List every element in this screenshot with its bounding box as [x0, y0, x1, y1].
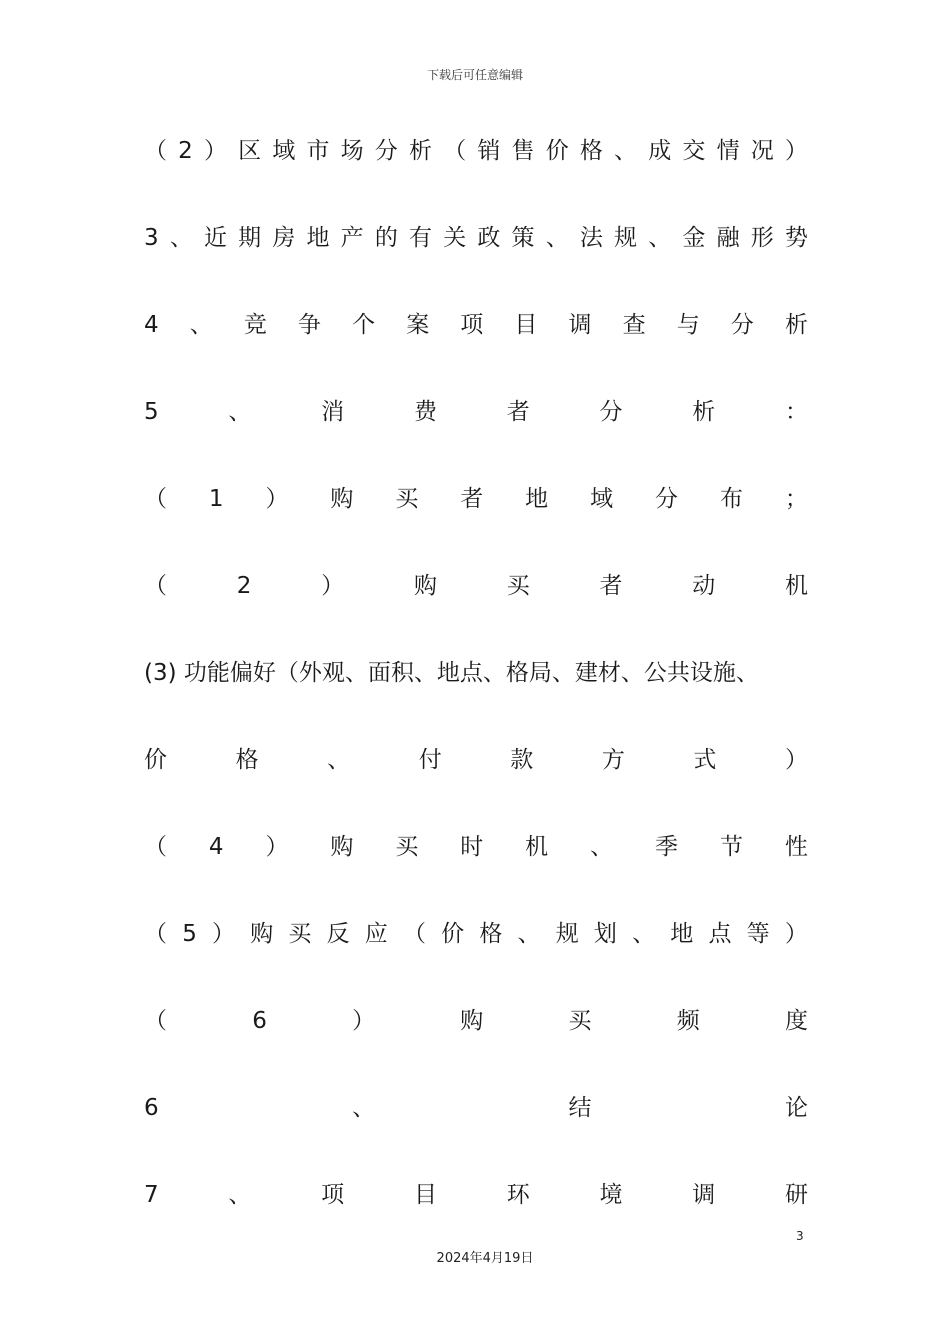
line-text: 分	[655, 486, 679, 512]
line-text: 等	[746, 921, 770, 947]
document-line	[144, 309, 808, 341]
line-text: ）	[212, 921, 236, 947]
page-footer-date: 2024年4月19日	[436, 1251, 534, 1266]
line-text: ）	[784, 138, 808, 164]
line-text: 点	[708, 921, 732, 947]
line-text: 售	[511, 138, 535, 164]
line-text: 4	[144, 312, 159, 338]
line-text: 项	[460, 312, 484, 338]
line-text: 分	[374, 138, 398, 164]
line-text: 价	[441, 921, 465, 947]
line-text: ）	[203, 138, 227, 164]
line-text: 况	[750, 138, 774, 164]
line-text: 5	[182, 921, 197, 947]
line-text: 域	[590, 486, 614, 512]
line-text: 竞	[243, 312, 267, 338]
line-text: 、	[169, 225, 193, 251]
line-text: （	[144, 921, 167, 947]
line-text: 4	[208, 834, 224, 860]
line-text: 购	[250, 921, 274, 947]
line-text: 目	[514, 312, 538, 338]
line-text: ）	[784, 921, 808, 947]
line-text: 销	[477, 138, 501, 164]
line-text: 方	[601, 747, 625, 773]
line-text: 研	[785, 1182, 808, 1208]
line-text: 格	[235, 747, 259, 773]
document-line	[144, 831, 808, 863]
document-line	[144, 1005, 808, 1037]
line-text: 查	[622, 312, 646, 338]
line-text: 反	[326, 921, 350, 947]
line-text: 时	[460, 834, 484, 860]
line-text: 价	[545, 138, 569, 164]
line-text: 性	[784, 834, 808, 860]
page-header: 下载后可任意编辑	[426, 68, 523, 82]
line-text: 与	[676, 312, 700, 338]
line-text: 买	[506, 573, 530, 599]
line-text: 地	[306, 225, 330, 251]
document-line	[144, 222, 808, 254]
line-text: 调	[692, 1182, 716, 1208]
line-text: 、	[545, 225, 569, 251]
line-text: 购	[460, 1008, 484, 1034]
line-text: 、	[189, 312, 213, 338]
line-text: 3	[144, 225, 159, 251]
document-line	[144, 744, 808, 776]
document-line	[144, 1092, 808, 1124]
line-text: 格	[579, 138, 603, 164]
line-text: 房	[272, 225, 296, 251]
line-text: 消	[321, 399, 345, 425]
line-text: 区	[238, 138, 262, 164]
line-text: 地	[670, 921, 694, 947]
document-line	[144, 1179, 808, 1211]
line-text: 案	[406, 312, 430, 338]
line-text: 6	[144, 1095, 159, 1121]
line-text: 调	[568, 312, 592, 338]
document-line	[144, 483, 808, 515]
line-text: 付	[418, 747, 442, 773]
line-text: 机	[525, 834, 549, 860]
line-text: 购	[330, 834, 354, 860]
line-text: 个	[352, 312, 376, 338]
line-text: 、	[327, 747, 351, 773]
line-text: 分	[730, 312, 754, 338]
document-line	[144, 657, 808, 689]
line-text: 、	[228, 399, 252, 425]
line-text: 产	[340, 225, 364, 251]
line-text: ）	[265, 486, 289, 512]
line-text: 应	[364, 921, 388, 947]
line-text: （	[443, 138, 467, 164]
line-text: 购	[330, 486, 354, 512]
line-text: 2	[236, 573, 252, 599]
line-text: 布	[719, 486, 743, 512]
line-text: 买	[568, 1008, 592, 1034]
line-text: 度	[784, 1008, 808, 1034]
line-text: 节	[719, 834, 743, 860]
line-text: 费	[413, 399, 437, 425]
line-text: （	[144, 486, 167, 512]
document-line	[144, 396, 808, 428]
line-text: ）	[265, 834, 289, 860]
line-text: 结	[568, 1095, 592, 1121]
line-text: 5	[144, 399, 159, 425]
line-text: ）	[784, 747, 808, 773]
line-text: 关	[443, 225, 467, 251]
line-text: 金	[682, 225, 706, 251]
line-text: 、	[648, 225, 672, 251]
line-text: 2	[178, 138, 193, 164]
line-text: 情	[716, 138, 740, 164]
line-text: 机	[785, 573, 808, 599]
line-text: 地	[525, 486, 549, 512]
line-text: 论	[785, 1095, 808, 1121]
line-text: 域	[272, 138, 296, 164]
line-text: 款	[510, 747, 534, 773]
line-text: 形	[750, 225, 774, 251]
line-text: 势	[784, 225, 808, 251]
line-text: （	[144, 834, 167, 860]
line-text: 6	[252, 1008, 267, 1034]
line-text: 的	[374, 225, 398, 251]
line-text: 、	[352, 1095, 376, 1121]
line-text: 近	[203, 225, 227, 251]
line-text: 动	[692, 573, 716, 599]
line-text: 市	[306, 138, 330, 164]
line-text: 式	[693, 747, 717, 773]
line-text: 价	[144, 747, 167, 773]
line-text: 析	[784, 312, 808, 338]
line-text: 者	[599, 573, 623, 599]
line-text: 规	[555, 921, 579, 947]
line-text: ：	[785, 399, 808, 425]
line-text: 交	[682, 138, 706, 164]
line-text: 季	[655, 834, 679, 860]
line-text: 购	[413, 573, 437, 599]
page-number: 3	[796, 1229, 804, 1243]
line-text: 买	[395, 834, 419, 860]
document-line	[144, 918, 808, 950]
line-text: 买	[395, 486, 419, 512]
line-text: ）	[321, 573, 345, 599]
line-text: 策	[511, 225, 535, 251]
line-text: 析	[409, 138, 433, 164]
line-text: (3) 功能偏好（外观、面积、地点、格局、建材、公共设施、	[144, 660, 759, 686]
line-text: 、	[614, 138, 638, 164]
line-text: 者	[506, 399, 530, 425]
line-text: 、	[590, 834, 614, 860]
document-line	[144, 570, 808, 602]
line-text: 、	[228, 1182, 252, 1208]
line-text: （	[402, 921, 426, 947]
line-text: 7	[144, 1182, 159, 1208]
document-line	[144, 135, 808, 167]
line-text: （	[144, 138, 167, 164]
line-text: 期	[238, 225, 262, 251]
line-text: 境	[599, 1182, 623, 1208]
line-text: 项	[321, 1182, 345, 1208]
line-text: 析	[692, 399, 716, 425]
line-text: 分	[599, 399, 623, 425]
line-text: ）	[352, 1008, 376, 1034]
line-text: 法	[579, 225, 603, 251]
line-text: 规	[614, 225, 638, 251]
line-text: 格	[479, 921, 503, 947]
line-text: 者	[460, 486, 484, 512]
line-text: 买	[288, 921, 312, 947]
line-text: （	[144, 1008, 167, 1034]
line-text: 划	[593, 921, 617, 947]
line-text: 场	[340, 138, 364, 164]
line-text: 环	[506, 1182, 530, 1208]
line-text: 争	[297, 312, 321, 338]
line-text: （	[144, 573, 167, 599]
line-text: 频	[676, 1008, 700, 1034]
line-text: 1	[208, 486, 224, 512]
line-text: 、	[517, 921, 541, 947]
line-text: 政	[477, 225, 501, 251]
line-text: ；	[784, 486, 808, 512]
line-text: 成	[648, 138, 672, 164]
line-text: 有	[409, 225, 433, 251]
line-text: 目	[413, 1182, 437, 1208]
line-text: 、	[632, 921, 656, 947]
line-text: 融	[716, 225, 740, 251]
